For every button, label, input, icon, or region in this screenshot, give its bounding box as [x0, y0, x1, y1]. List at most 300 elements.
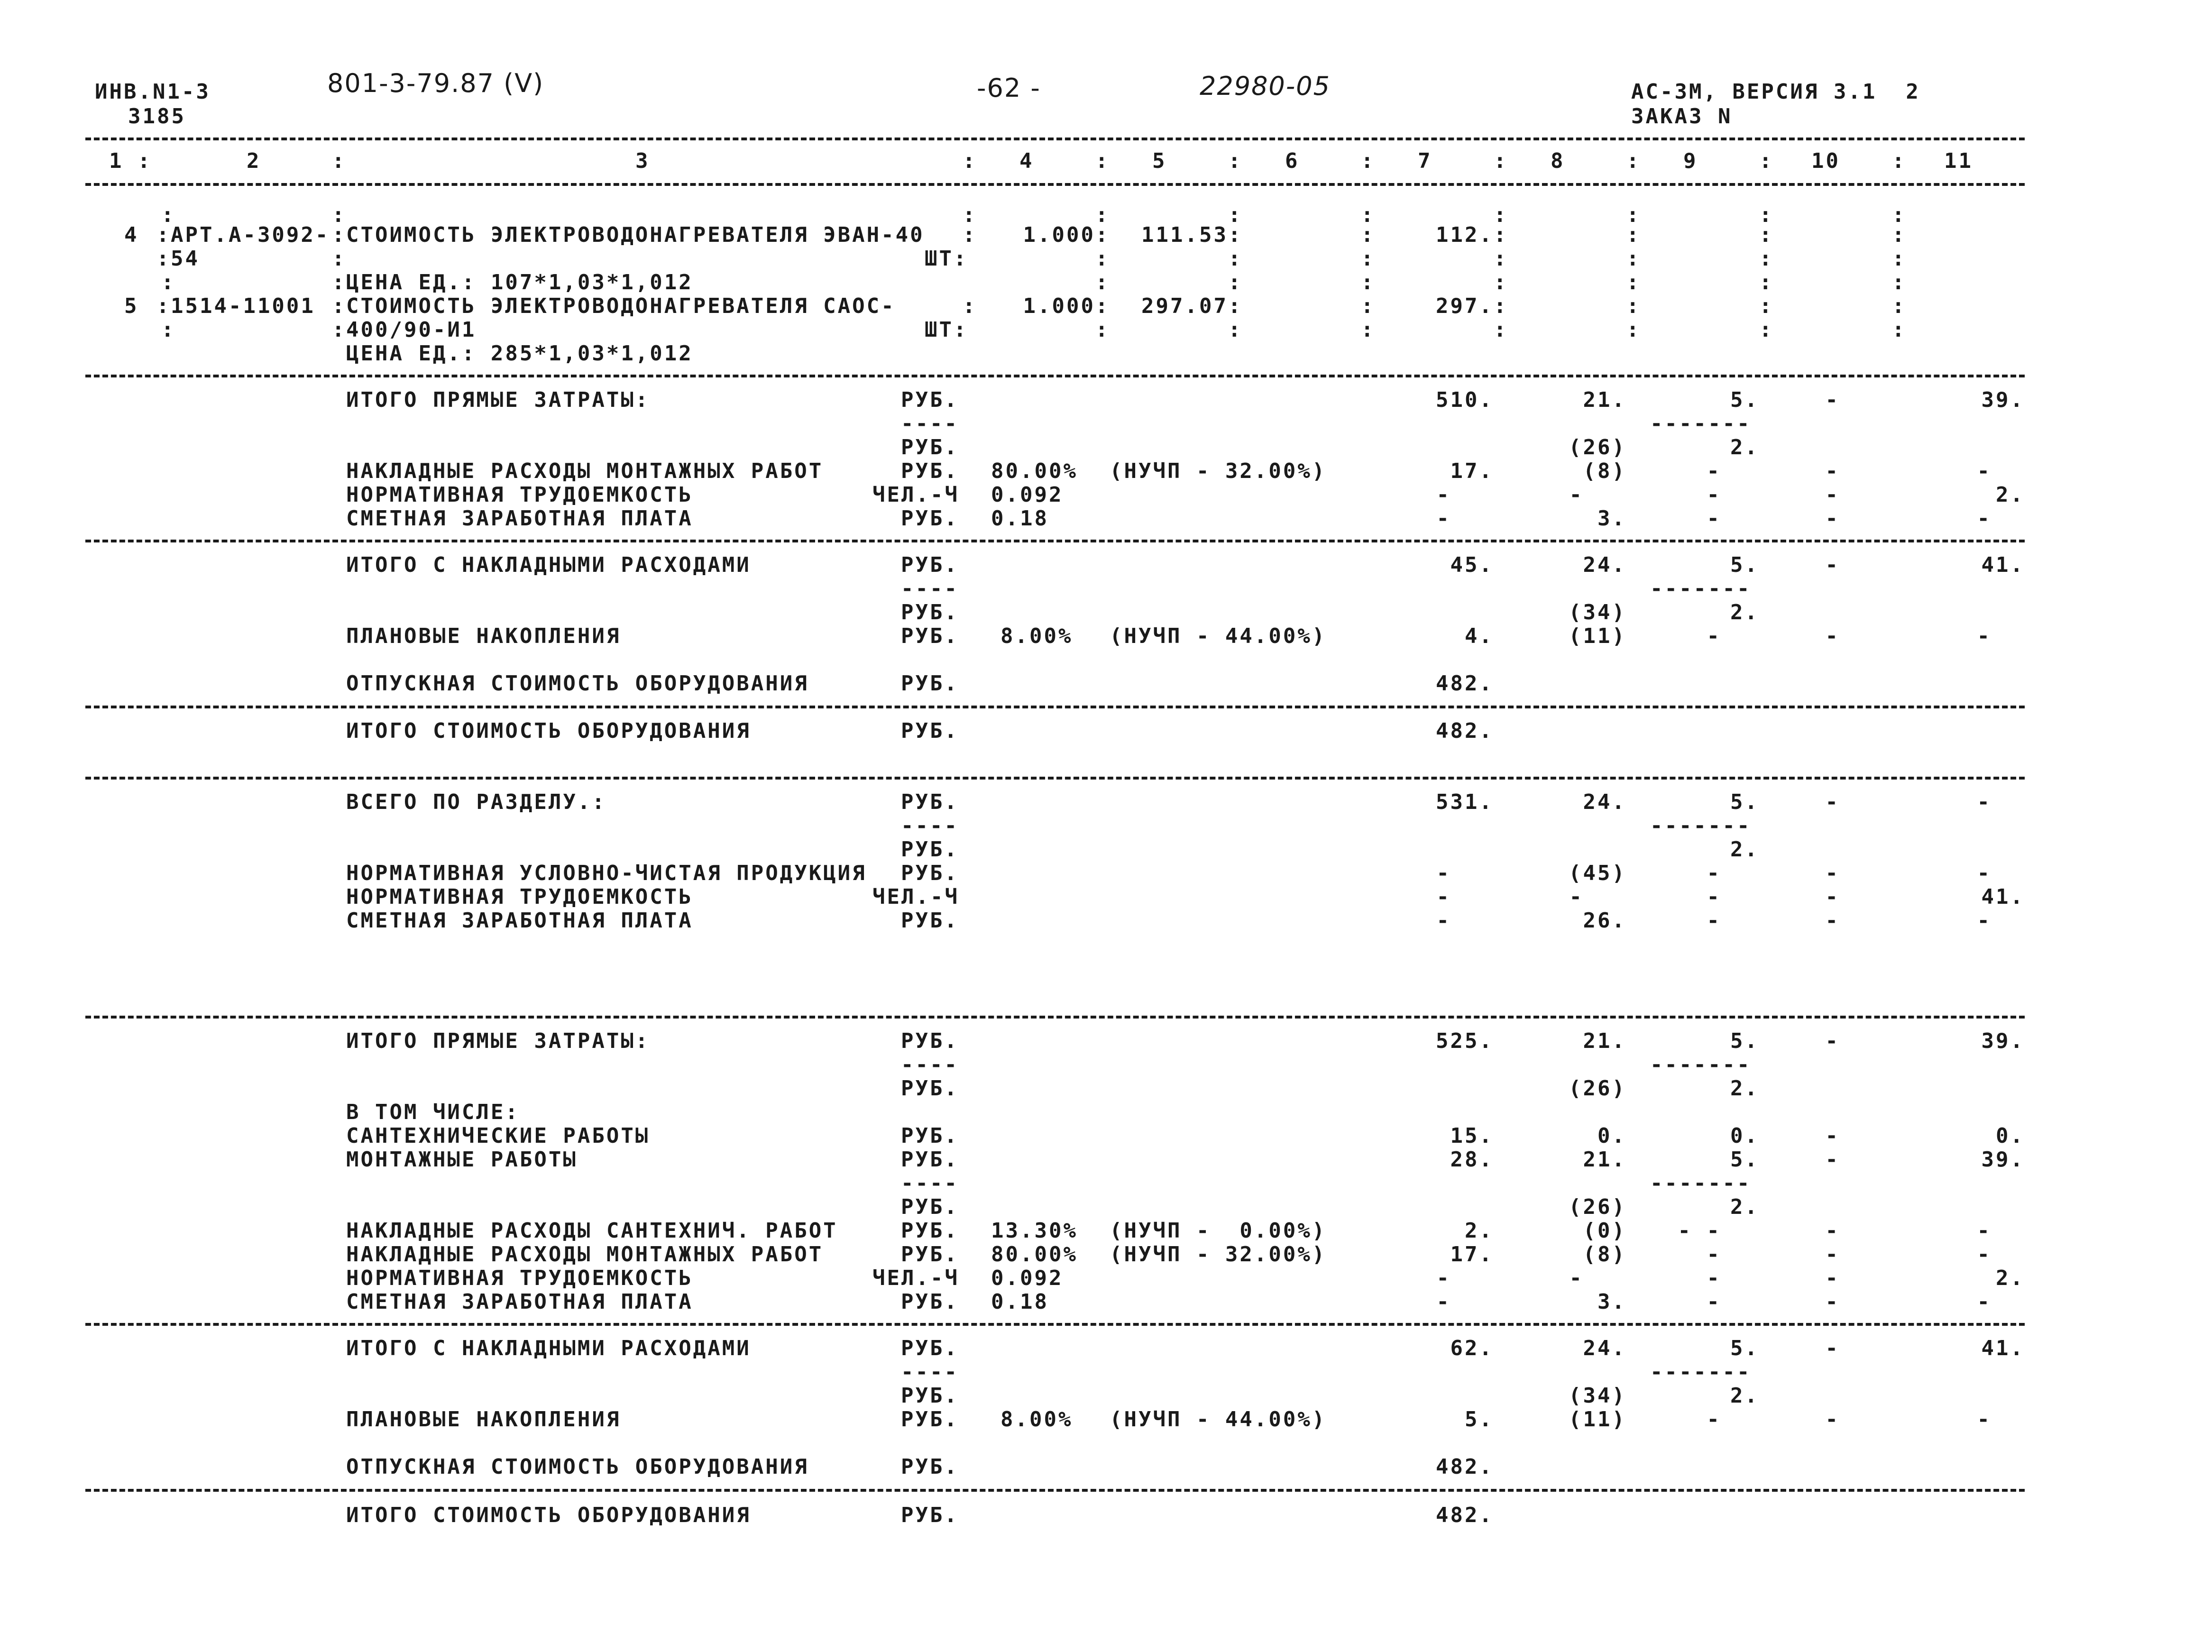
colon: :: [161, 203, 176, 227]
section-total-label: ВСЕГО ПО РАЗДЕЛУ.:: [346, 790, 606, 814]
wage-value: 0.18: [991, 1290, 1049, 1314]
value-col8: (34): [1569, 600, 1626, 624]
column-header: 1: [109, 149, 124, 173]
colon: :: [1228, 223, 1243, 247]
colon: :: [1095, 294, 1110, 318]
item-quantity: 1.000: [1023, 294, 1095, 318]
value-col8: -: [1569, 483, 1584, 507]
value-col11: -: [1977, 1407, 1992, 1432]
value-col8: (8): [1583, 1242, 1626, 1267]
separator: -------: [1650, 412, 1752, 436]
value-col7: 531.: [1436, 790, 1494, 814]
column-header: 8: [1551, 149, 1565, 173]
colon: :: [1626, 318, 1641, 342]
value-col9: 5.: [1730, 388, 1759, 412]
value-col8: -: [1569, 1266, 1584, 1290]
value-col10: -: [1825, 459, 1840, 483]
net-production-label: НОРМАТИВНАЯ УСЛОВНО-ЧИСТАЯ ПРОДУКЦИЯ: [346, 861, 867, 885]
equipment-cost-label: ОТПУСКНАЯ СТОИМОСТЬ ОБОРУДОВАНИЯ: [346, 671, 809, 696]
separator: ----: [901, 1053, 959, 1077]
value-col8: 24.: [1583, 553, 1626, 577]
separator: -------: [1650, 1171, 1752, 1195]
unit: РУБ.: [901, 671, 959, 696]
value-col9: -: [1707, 1407, 1721, 1432]
unit: РУБ.: [901, 1147, 959, 1172]
value-col11: 39.: [1981, 1029, 2025, 1053]
column-header: 4: [1019, 149, 1034, 173]
column-header: 6: [1285, 149, 1300, 173]
item-name: СТОИМОСТЬ ЭЛЕКТРОВОДОНАГРЕВАТЕЛЯ САОС-: [346, 294, 896, 318]
colon: :: [332, 223, 347, 247]
colon: :: [1095, 203, 1110, 227]
value-col7: 482.: [1436, 1455, 1494, 1479]
nuchp: (НУЧП - 0.00%): [1110, 1219, 1327, 1243]
value-col9: -: [1707, 909, 1721, 933]
unit: РУБ.: [901, 861, 959, 885]
item-code: 1514-11001: [171, 294, 315, 318]
colon: :: [1759, 294, 1774, 318]
value-col11: 41.: [1981, 1336, 2025, 1360]
value-col9: -: [1707, 1242, 1721, 1267]
value-col11: 39.: [1981, 1147, 2025, 1172]
value-col11: 0.: [1996, 1124, 2025, 1148]
colon: :: [1228, 247, 1243, 271]
value-col11: 2.: [1996, 1266, 2025, 1290]
colon: :: [1626, 203, 1641, 227]
column-header: 11: [1944, 149, 1973, 173]
divider: [85, 540, 2025, 542]
labor-label: НОРМАТИВНАЯ ТРУДОЕМКОСТЬ: [346, 885, 693, 909]
colon: :: [332, 203, 347, 227]
unit: РУБ.: [901, 624, 959, 648]
value-col7: -: [1436, 483, 1451, 507]
colon: :: [1759, 223, 1774, 247]
plumbing-works-label: САНТЕХНИЧЕСКИЕ РАБОТЫ: [346, 1124, 650, 1148]
value-col10: -: [1825, 1029, 1840, 1053]
unit: РУБ.: [901, 719, 959, 743]
direct-costs-label: ИТОГО ПРЯМЫЕ ЗАТРАТЫ:: [346, 388, 650, 412]
value-col8: 21.: [1583, 1029, 1626, 1053]
value-col11: 2.: [1996, 483, 2025, 507]
value-col7: 482.: [1436, 671, 1494, 696]
divider: [85, 1016, 2025, 1019]
item-code-continued: 54: [171, 247, 200, 271]
unit: РУБ.: [901, 1336, 959, 1360]
program-version: АС-3М, ВЕРСИЯ 3.1 2: [1631, 80, 1920, 104]
item-unit-price: ЦЕНА ЕД.: 107*1,03*1,012: [346, 270, 693, 294]
unit: РУБ.: [901, 553, 959, 577]
unit: РУБ.: [901, 1503, 959, 1527]
unit: ЧЕЛ.-Ч: [872, 1266, 959, 1290]
colon: :: [1095, 270, 1110, 294]
order-label: ЗАКАЗ N: [1631, 104, 1733, 128]
colon: :: [1892, 318, 1907, 342]
value-col9: 2.: [1730, 1384, 1759, 1408]
colon: :: [1361, 247, 1376, 271]
separator: ----: [901, 814, 959, 838]
value-col11: -: [1977, 909, 1992, 933]
value-col9: 5.: [1730, 1029, 1759, 1053]
colon: :: [1095, 247, 1110, 271]
wage-value: 0.18: [991, 506, 1049, 531]
value-col8: (26): [1569, 1195, 1626, 1219]
colon: :: [1494, 294, 1508, 318]
column-header: 7: [1418, 149, 1432, 173]
percent: 13.30%: [991, 1219, 1078, 1243]
colon: :: [1626, 247, 1641, 271]
value-col7: 15.: [1450, 1124, 1494, 1148]
value-col9: 2.: [1730, 837, 1759, 862]
column-separator: :: [1892, 149, 1907, 173]
item-price: 297.07: [1141, 294, 1228, 318]
colon: :: [1361, 223, 1376, 247]
unit: РУБ.: [901, 1290, 959, 1314]
colon: :: [332, 247, 347, 271]
colon: :: [1759, 203, 1774, 227]
item-unit: ШТ:: [925, 318, 968, 342]
value-col8: (8): [1583, 459, 1626, 483]
colon: :: [332, 270, 347, 294]
value-col11: -: [1977, 459, 1992, 483]
column-header: 2: [247, 149, 261, 173]
nuchp: (НУЧП - 44.00%): [1110, 1407, 1327, 1432]
value-col10: -: [1825, 861, 1840, 885]
value-col9: -: [1707, 483, 1721, 507]
value-col9: 2.: [1730, 1195, 1759, 1219]
value-col11: -: [1977, 790, 1992, 814]
colon: :: [156, 247, 171, 271]
value-col8: 24.: [1583, 790, 1626, 814]
item-quantity: 1.000: [1023, 223, 1095, 247]
colon: :: [332, 318, 347, 342]
item-unit-price: ЦЕНА ЕД.: 285*1,03*1,012: [346, 341, 693, 366]
labor-label: НОРМАТИВНАЯ ТРУДОЕМКОСТЬ: [346, 1266, 693, 1290]
divider: [85, 1489, 2025, 1492]
colon: :: [1361, 270, 1376, 294]
value-col7: -: [1436, 909, 1451, 933]
value-col10: -: [1825, 1407, 1840, 1432]
value-col9: -: [1707, 861, 1721, 885]
colon: :: [161, 318, 176, 342]
colon: :: [1759, 318, 1774, 342]
column-header: 10: [1811, 149, 1840, 173]
separator: ----: [901, 412, 959, 436]
percent: 80.00%: [991, 1242, 1078, 1267]
value-col9: -: [1707, 885, 1721, 909]
percent: 8.00%: [1000, 624, 1073, 648]
value-col11: -: [1977, 1290, 1992, 1314]
unit: РУБ.: [901, 1076, 959, 1101]
unit: РУБ.: [901, 1455, 959, 1479]
colon: :: [1759, 270, 1774, 294]
value-col9: 5.: [1730, 790, 1759, 814]
project-number: 801-3-79.87 (V): [327, 68, 544, 98]
percent: 8.00%: [1000, 1407, 1073, 1432]
unit: РУБ.: [901, 459, 959, 483]
overhead-installation-label: НАКЛАДНЫЕ РАСХОДЫ МОНТАЖНЫХ РАБОТ: [346, 1242, 824, 1267]
value-col9: -: [1707, 1266, 1721, 1290]
colon: :: [1892, 223, 1907, 247]
value-col7: 17.: [1450, 1242, 1494, 1267]
value-col7: 482.: [1436, 719, 1494, 743]
item-unit: ШТ:: [925, 247, 968, 271]
value-col7: -: [1436, 1266, 1451, 1290]
value-col8: (11): [1569, 624, 1626, 648]
colon: :: [1626, 270, 1641, 294]
value-col7: 28.: [1450, 1147, 1494, 1172]
value-col9: -: [1707, 459, 1721, 483]
colon: :: [1626, 294, 1641, 318]
value-col7: 2.: [1465, 1219, 1494, 1243]
total-with-overhead-label: ИТОГО С НАКЛАДНЫМИ РАСХОДАМИ: [346, 1336, 751, 1360]
value-col10: -: [1825, 506, 1840, 531]
colon: :: [1361, 294, 1376, 318]
value-col10: -: [1825, 790, 1840, 814]
value-col8: 21.: [1583, 1147, 1626, 1172]
separator: -------: [1650, 814, 1752, 838]
overhead-plumbing-label: НАКЛАДНЫЕ РАСХОДЫ САНТЕХНИЧ. РАБОТ: [346, 1219, 838, 1243]
value-col9: 2.: [1730, 600, 1759, 624]
value-col9: 5.: [1730, 1147, 1759, 1172]
colon: :: [1361, 203, 1376, 227]
colon: :: [156, 223, 171, 247]
divider: [85, 183, 2025, 186]
value-col8: (34): [1569, 1384, 1626, 1408]
labor-value: 0.092: [991, 1266, 1064, 1290]
planned-savings-label: ПЛАНОВЫЕ НАКОПЛЕНИЯ: [346, 624, 621, 648]
value-col10: -: [1825, 1147, 1840, 1172]
unit: РУБ.: [901, 1029, 959, 1053]
including-label: В ТОМ ЧИСЛЕ:: [346, 1100, 520, 1124]
column-separator: :: [1626, 149, 1641, 173]
value-col11: 41.: [1981, 553, 2025, 577]
colon: :: [161, 270, 176, 294]
nuchp: (НУЧП - 32.00%): [1110, 1242, 1327, 1267]
divider: [85, 1323, 2025, 1326]
column-separator: :: [332, 149, 347, 173]
unit: РУБ.: [901, 1384, 959, 1408]
value-col10: -: [1825, 1242, 1840, 1267]
unit: РУБ.: [901, 506, 959, 531]
value-col8: (26): [1569, 1076, 1626, 1101]
item-price: 111.53: [1141, 223, 1228, 247]
colon: :: [1228, 203, 1243, 227]
value-col10: -: [1825, 1266, 1840, 1290]
value-col8: 26.: [1583, 909, 1626, 933]
column-separator: :: [1759, 149, 1774, 173]
overhead-label: НАКЛАДНЫЕ РАСХОДЫ МОНТАЖНЫХ РАБОТ: [346, 459, 824, 483]
value-col10: -: [1825, 1336, 1840, 1360]
value-col7: 482.: [1436, 1503, 1494, 1527]
separator: -------: [1650, 1360, 1752, 1384]
value-col11: -: [1977, 861, 1992, 885]
unit: РУБ.: [901, 388, 959, 412]
unit: РУБ.: [901, 837, 959, 862]
column-separator: :: [1228, 149, 1243, 173]
colon: :: [1361, 318, 1376, 342]
colon: :: [1494, 203, 1508, 227]
value-col7: -: [1436, 885, 1451, 909]
value-col10: -: [1825, 624, 1840, 648]
colon: :: [1095, 223, 1110, 247]
colon: :: [963, 203, 977, 227]
item-name-continued: 400/90-И1: [346, 318, 477, 342]
colon: :: [156, 294, 171, 318]
value-col10: -: [1825, 388, 1840, 412]
value-col8: 3.: [1597, 506, 1626, 531]
column-separator: :: [1095, 149, 1110, 173]
nuchp: (НУЧП - 32.00%): [1110, 459, 1327, 483]
item-total: 112.: [1436, 223, 1494, 247]
colon: :: [332, 294, 347, 318]
value-col7: 45.: [1450, 553, 1494, 577]
value-col8: 21.: [1583, 388, 1626, 412]
item-number: 5: [124, 294, 139, 318]
colon: :: [1494, 270, 1508, 294]
value-col9: 2.: [1730, 1076, 1759, 1101]
colon: :: [1892, 247, 1907, 271]
column-separator: :: [1494, 149, 1508, 173]
colon: :: [1228, 294, 1243, 318]
item-number: 4: [124, 223, 139, 247]
value-col10: -: [1825, 483, 1840, 507]
value-col9: -: [1707, 1290, 1721, 1314]
colon: :: [1494, 223, 1508, 247]
percent: 80.00%: [991, 459, 1078, 483]
value-col7: -: [1436, 506, 1451, 531]
column-header: 3: [635, 149, 650, 173]
value-col9: 2.: [1730, 435, 1759, 459]
value-col8: (26): [1569, 435, 1626, 459]
nuchp: (НУЧП - 44.00%): [1110, 624, 1327, 648]
unit: РУБ.: [901, 600, 959, 624]
value-col8: 24.: [1583, 1336, 1626, 1360]
colon: :: [963, 294, 977, 318]
value-col9: - -: [1678, 1219, 1721, 1243]
value-col8: -: [1569, 885, 1584, 909]
colon: :: [1494, 247, 1508, 271]
value-col7: 525.: [1436, 1029, 1494, 1053]
divider: [85, 777, 2025, 780]
value-col8: 3.: [1597, 1290, 1626, 1314]
colon: :: [1759, 247, 1774, 271]
separator: ----: [901, 1360, 959, 1384]
column-header: 9: [1683, 149, 1698, 173]
value-col11: -: [1977, 1242, 1992, 1267]
unit: РУБ.: [901, 1195, 959, 1219]
separator: -------: [1650, 1053, 1752, 1077]
column-separator: :: [1361, 149, 1376, 173]
divider: [85, 375, 2025, 377]
value-col8: (45): [1569, 861, 1626, 885]
item-name: СТОИМОСТЬ ЭЛЕКТРОВОДОНАГРЕВАТЕЛЯ ЭВАН-40: [346, 223, 925, 247]
colon: :: [1892, 270, 1907, 294]
unit: РУБ.: [901, 790, 959, 814]
labor-value: 0.092: [991, 483, 1064, 507]
value-col10: -: [1825, 1124, 1840, 1148]
labor-label: НОРМАТИВНАЯ ТРУДОЕМКОСТЬ: [346, 483, 693, 507]
colon: :: [1892, 203, 1907, 227]
document-code: 22980-05: [1200, 71, 1331, 101]
value-col7: 510.: [1436, 388, 1494, 412]
value-col10: -: [1825, 885, 1840, 909]
value-col10: -: [1825, 553, 1840, 577]
value-col11: -: [1977, 624, 1992, 648]
value-col9: 5.: [1730, 553, 1759, 577]
column-separator: :: [138, 149, 152, 173]
value-col10: -: [1825, 1290, 1840, 1314]
unit: ЧЕЛ.-Ч: [872, 885, 959, 909]
inventory-label: ИНВ.N1-3: [95, 80, 211, 104]
planned-savings-label: ПЛАНОВЫЕ НАКОПЛЕНИЯ: [346, 1407, 621, 1432]
unit: РУБ.: [901, 435, 959, 459]
equipment-total-label: ИТОГО СТОИМОСТЬ ОБОРУДОВАНИЯ: [346, 1503, 751, 1527]
unit: РУБ.: [901, 1219, 959, 1243]
colon: :: [963, 223, 977, 247]
installation-works-label: МОНТАЖНЫЕ РАБОТЫ: [346, 1147, 578, 1172]
value-col7: 5.: [1465, 1407, 1494, 1432]
value-col8: (0): [1583, 1219, 1626, 1243]
colon: :: [1892, 294, 1907, 318]
divider: [85, 706, 2025, 708]
colon: :: [1494, 318, 1508, 342]
value-col9: -: [1707, 506, 1721, 531]
separator: ----: [901, 1171, 959, 1195]
wage-label: СМЕТНАЯ ЗАРАБОТНАЯ ПЛАТА: [346, 909, 693, 933]
value-col7: -: [1436, 861, 1451, 885]
separator: -------: [1650, 577, 1752, 601]
value-col7: 4.: [1465, 624, 1494, 648]
column-separator: :: [963, 149, 977, 173]
value-col9: -: [1707, 624, 1721, 648]
column-header: 5: [1152, 149, 1167, 173]
wage-label: СМЕТНАЯ ЗАРАБОТНАЯ ПЛАТА: [346, 1290, 693, 1314]
value-col10: -: [1825, 1219, 1840, 1243]
equipment-total-label: ИТОГО СТОИМОСТЬ ОБОРУДОВАНИЯ: [346, 719, 751, 743]
unit: РУБ.: [901, 1407, 959, 1432]
value-col7: -: [1436, 1290, 1451, 1314]
item-code: АРТ.А-3092-: [171, 223, 330, 247]
value-col11: 39.: [1981, 388, 2025, 412]
unit: РУБ.: [901, 1242, 959, 1267]
equipment-cost-label: ОТПУСКНАЯ СТОИМОСТЬ ОБОРУДОВАНИЯ: [346, 1455, 809, 1479]
inventory-number: 3185: [128, 104, 186, 128]
value-col7: 62.: [1450, 1336, 1494, 1360]
colon: :: [1095, 318, 1110, 342]
value-col11: -: [1977, 506, 1992, 531]
value-col9: 5.: [1730, 1336, 1759, 1360]
value-col8: (11): [1569, 1407, 1626, 1432]
wage-label: СМЕТНАЯ ЗАРАБОТНАЯ ПЛАТА: [346, 506, 693, 531]
separator: ----: [901, 577, 959, 601]
value-col10: -: [1825, 909, 1840, 933]
total-with-overhead-label: ИТОГО С НАКЛАДНЫМИ РАСХОДАМИ: [346, 553, 751, 577]
value-col9: 0.: [1730, 1124, 1759, 1148]
page-number: -62 -: [977, 73, 1041, 103]
direct-costs-label: ИТОГО ПРЯМЫЕ ЗАТРАТЫ:: [346, 1029, 650, 1053]
unit: РУБ.: [901, 909, 959, 933]
colon: :: [1228, 318, 1243, 342]
item-total: 297.: [1436, 294, 1494, 318]
value-col8: 0.: [1597, 1124, 1626, 1148]
divider: [85, 138, 2025, 140]
colon: :: [1228, 270, 1243, 294]
value-col7: 17.: [1450, 459, 1494, 483]
value-col11: 41.: [1981, 885, 2025, 909]
unit: ЧЕЛ.-Ч: [872, 483, 959, 507]
colon: :: [1626, 223, 1641, 247]
value-col11: -: [1977, 1219, 1992, 1243]
